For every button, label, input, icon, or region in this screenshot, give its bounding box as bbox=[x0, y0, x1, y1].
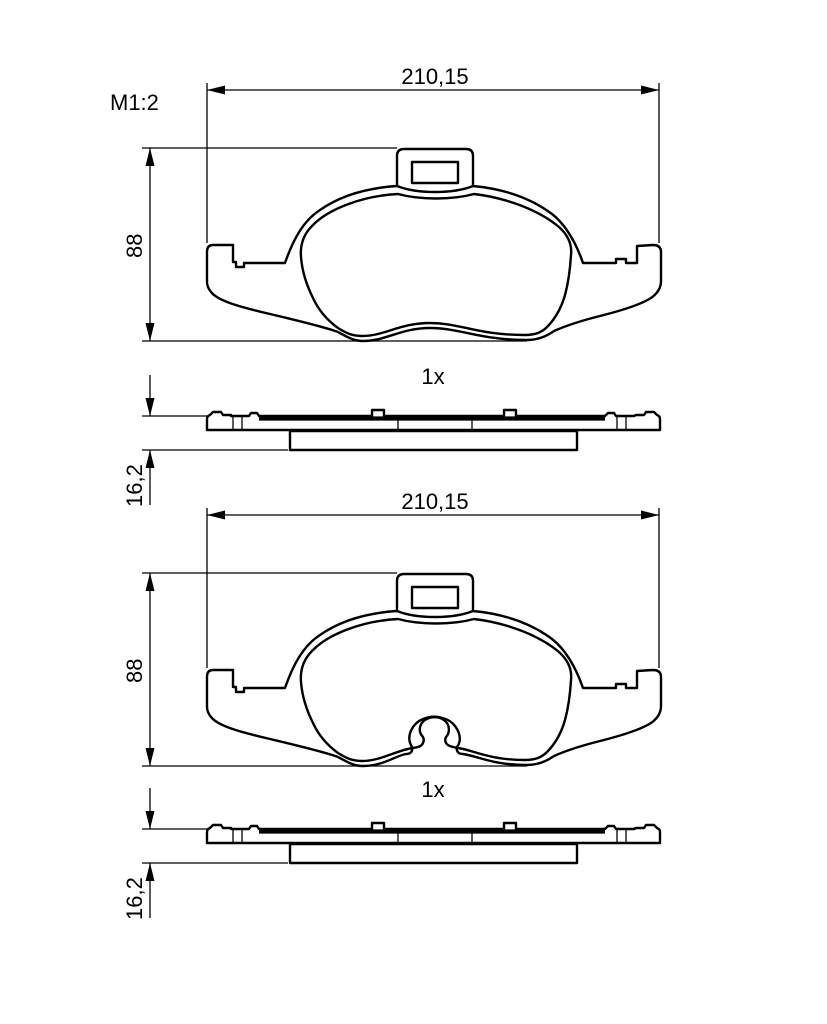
arrowhead-down bbox=[146, 398, 155, 416]
arrowhead-down bbox=[146, 323, 155, 341]
drawing-1 bbox=[110, 64, 661, 507]
thickness-dim-label-1: 16,2 bbox=[122, 464, 147, 507]
width-dim-label-1: 210,15 bbox=[401, 64, 469, 89]
height-dim-label-1: 88 bbox=[122, 233, 147, 258]
height-dimension-1 bbox=[122, 148, 527, 341]
scale-label: M1:2 bbox=[110, 90, 159, 115]
arrowhead-up bbox=[146, 148, 155, 166]
side-view-1 bbox=[207, 410, 660, 450]
friction-pad-bottom-2 bbox=[338, 717, 547, 761]
arrowhead-right bbox=[641, 86, 659, 95]
width-dim-label-2: 210,15 bbox=[401, 489, 469, 514]
arrowhead-left bbox=[207, 86, 225, 95]
quantity-label-2: 1x bbox=[421, 777, 445, 802]
width-dimension-1 bbox=[207, 64, 659, 243]
arrowhead-up bbox=[146, 573, 155, 591]
arrowhead-left bbox=[207, 511, 225, 520]
arrowhead-right bbox=[641, 511, 659, 520]
thickness-dimension-1 bbox=[122, 375, 288, 507]
arrowhead-down bbox=[146, 811, 155, 829]
front-view-1 bbox=[207, 149, 661, 341]
width-dimension-2 bbox=[207, 489, 659, 668]
front-view-2 bbox=[207, 574, 661, 766]
thickness-dimension-2 bbox=[122, 788, 288, 920]
side-view-2 bbox=[207, 823, 660, 863]
arrowhead-down bbox=[146, 748, 155, 766]
drawing-2 bbox=[122, 489, 661, 920]
height-dim-label-2: 88 bbox=[122, 658, 147, 683]
height-dimension-2 bbox=[122, 573, 527, 766]
thickness-dim-label-2: 16,2 bbox=[122, 877, 147, 920]
quantity-label-1: 1x bbox=[421, 364, 445, 389]
